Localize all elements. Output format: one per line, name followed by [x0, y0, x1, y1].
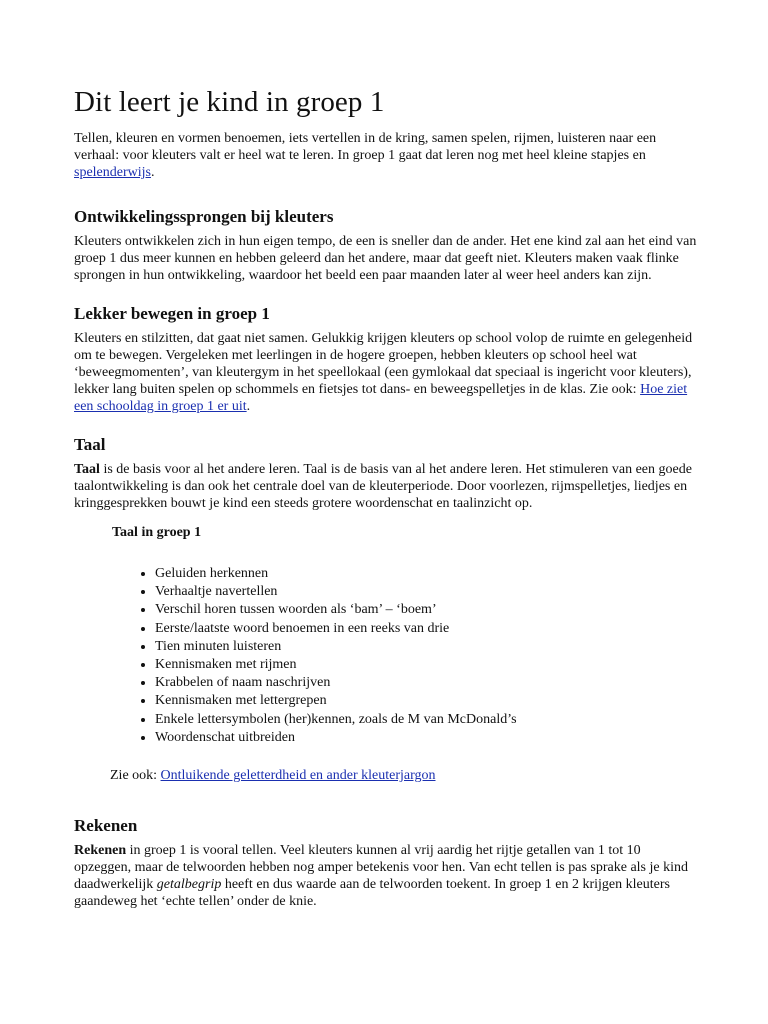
section-paragraph-ontwikkelingssprongen: Kleuters ontwikkelen zich in hun eigen tempo, de een is sneller dan de ander. Het ene kind zal aan het eind van groep 1 dus meer kunnen en hebben geleerd dan het andere, maar dat geeft niet. Kleuters maken vaak flinke sprongen in hun ontwikkeling, waardoor het beeld een paar maanden later al weer heel anders kan zijn. — [74, 234, 697, 283]
section-paragraph-rekenen: Rekenen in groep 1 is vooral tellen. Veel kleuters kunnen al vrij aardig het rijtje getallen van 1 tot 10 opzeggen, maar de telwoorden hebben nog amper betekenis voor hen. Van echt tellen is pas sprake als je kind daadwerkelijk getalbegrip heeft en dus waarde aan de telwoorden toekent. In groep 1 en 2 krijgen kleuters gaandeweg het ‘echte tellen’ onder de knie. — [74, 843, 688, 910]
schooldag-link[interactable]: Hoe ziet een schooldag in groep 1 er uit — [74, 382, 688, 414]
section-heading-taal: Taal — [74, 435, 106, 454]
list-item: • Krabbelen of naam naschrijven — [155, 674, 698, 692]
list-item: • Kennismaken met lettergrepen — [155, 692, 698, 710]
list-item: • Woordenschat uitbreiden — [155, 729, 698, 747]
list-item: • Kennismaken met rijmen — [155, 656, 698, 674]
geletterdheid-link[interactable]: Ontluikende geletterdheid en ander kleuterjargon — [160, 768, 436, 784]
spelenderwijs-link[interactable]: spelenderwijs — [74, 165, 151, 180]
list-item: • Eerste/laatste woord benoemen in een reeks van drie — [155, 620, 698, 638]
section-heading-ontwikkelingssprongen: Ontwikkelingssprongen bij kleuters — [74, 207, 334, 226]
article — [74, 84, 698, 910]
list-item: • Enkele lettersymbolen (her)kennen, zoals de M van McDonald’s — [155, 711, 698, 729]
section-paragraph-taal: Taal is de basis voor al het andere leren. Taal is de basis van al het andere leren. Het stimuleren van een goede taalontwikkeling is dan ook het centrale doel van de kleuterperiode. Door voorlezen, rijmspelletjes, liedjes en kringgesprekken bouwt je kind een steeds grotere woordenschat en taalinzicht op. — [74, 462, 692, 511]
taal-subheading: Taal in groep 1 — [112, 525, 202, 540]
intro-text: Tellen, kleuren en vormen benoemen, iets vertellen in de kring, samen spelen, rijmen, luisteren naar een verhaal: voor kleuters valt er heel wat te leren. In groep 1 gaat dat leren nog met heel kleine stapjes en — [74, 131, 657, 163]
section-heading-bewegen: Lekker bewegen in groep 1 — [74, 304, 270, 323]
section-paragraph-bewegen: Kleuters en stilzitten, dat gaat niet samen. Gelukkig krijgen kleuters op school volop de ruimte en gelegenheid om te bewegen. Vergeleken met leerlingen in de hogere groepen, hebben kleuters op school heel wat ‘beweegmomenten’, van kleutergym in het speellokaal (een gymlokaal dat speciaal is ingericht voor kleuters), lekker lang buiten spelen op schommels en fietsjes tot dans- en beweegspelletjes in de klas. Zie ook: Hoe ziet een schooldag in groep 1 er uit. — [74, 331, 693, 414]
list-item: • Geluiden herkennen — [155, 565, 698, 583]
section-heading-rekenen: Rekenen — [74, 816, 138, 836]
intro-paragraph: Tellen, kleuren en vormen benoemen, iets vertellen in de kring, samen spelen, rijmen, luisteren naar een verhaal: voor kleuters valt er heel wat te leren. In groep 1 gaat dat leren nog met heel kleine stapjes en spelenderwijs. — [74, 131, 657, 180]
taal-list — [74, 565, 698, 747]
list-item: • Verhaaltje navertellen — [155, 583, 698, 601]
page-title: Dit leert je kind in groep 1 — [74, 86, 385, 118]
list-item: • Tien minuten luisteren — [155, 638, 698, 656]
see-also-taal: Zie ook: Ontluikende geletterdheid en ander kleuterjargon — [110, 768, 436, 784]
list-item: • Verschil horen tussen woorden als ‘bam’ – ‘boem’ — [155, 601, 698, 619]
